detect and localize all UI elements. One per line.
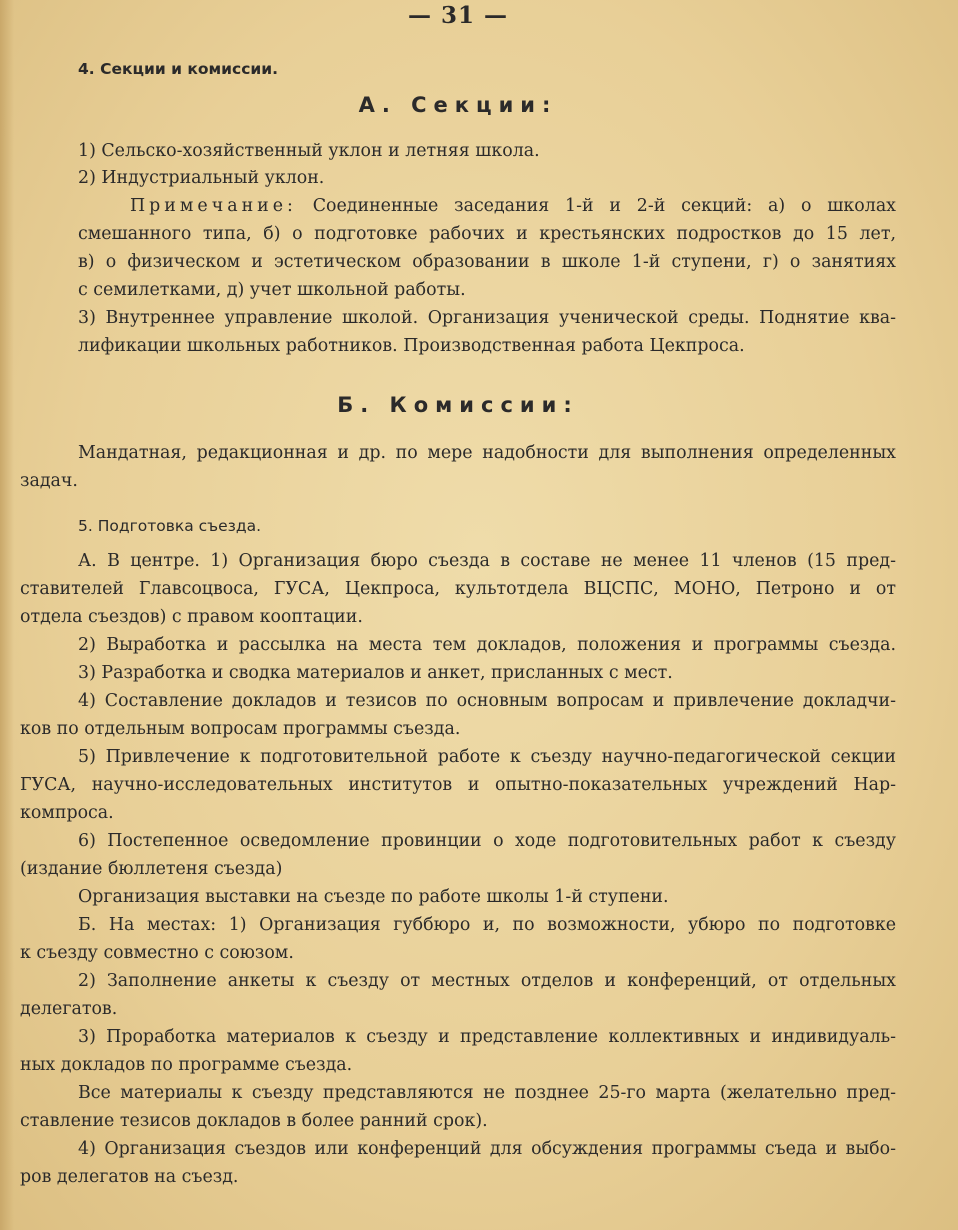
section-5-line: к съезду совместно с союзом.: [20, 943, 294, 963]
section-5-line: ГУСА, научно-исследовательных институтов и опытно-показательных учреждений Нар-: [20, 775, 896, 795]
section-4-heading: 4. Секции и комиссии.: [78, 60, 279, 78]
section-5-line: 3) Разработка и сводка материалов и анкет, присланных с мест.: [78, 663, 673, 683]
note-line-1: [78, 193, 896, 219]
page-number: — 31 —: [407, 2, 509, 29]
section-5-line: отдела съездов) с правом кооптации.: [20, 607, 363, 627]
note-label: Примечание:: [130, 196, 297, 216]
section-5-line: 6) Постепенное осведомление провинции о ходе подготовительных работ к съезду: [78, 831, 896, 851]
note-line-3: в) о физическом и эстетическом образовании в школе 1-й ступени, г) о занятиях: [78, 252, 896, 272]
part-a-item-2: 2) Индустриальный уклон.: [78, 168, 325, 188]
section-5-line: 4) Организация съездов или конференций для обсуждения программы съеда и выбо-: [78, 1139, 896, 1159]
section-5-line: делегатов.: [20, 999, 118, 1019]
section-5-line: ставителей Главсоцвоса, ГУСА, Цекпроса, культотдела ВЦСПС, МОНО, Петроно и от: [20, 579, 896, 599]
part-b-title: Б. Комиссии:: [337, 393, 579, 417]
section-5-line: ков по отдельным вопросам программы съезда.: [20, 719, 461, 739]
note-text-1: Соединенные заседания 1-й и 2-й секций: а) о школах: [312, 196, 896, 216]
section-5-line: 2) Выработка и рассылка на места тем докладов, положения и программы съезда.: [78, 635, 896, 655]
part-b-line-1: Мандатная, редакционная и др. по мере надобности для выполнения определенных: [78, 443, 896, 463]
note-line-2: смешанного типа, б) о подготовке рабочих и крестьянских подростков до 15 лет,: [78, 224, 896, 244]
section-5-line: ров делегатов на съезд.: [20, 1167, 239, 1187]
section-5-line: А. В центре. 1) Организация бюро съезда в составе не менее 11 членов (15 пред-: [78, 551, 896, 571]
part-a-item-3-line-2: лификации школьных работников. Производственная работа Цекпроса.: [78, 336, 745, 356]
section-5-heading: 5. Подготовка съезда.: [78, 517, 262, 535]
page-edge-shadow: [0, 0, 14, 1230]
section-5-line: ных докладов по программе съезда.: [20, 1055, 353, 1075]
part-a-title: А. Секции:: [358, 93, 558, 117]
section-5-line: Организация выставки на съезде по работе школы 1-й ступени.: [78, 887, 669, 907]
section-5-line: Все материалы к съезду представляются не позднее 25-го марта (желательно пред-: [78, 1083, 896, 1103]
section-5-line: (издание бюллетеня съезда): [20, 859, 283, 879]
section-5-line: Б. На местах: 1) Организация губбюро и, по возможности, убюро по подготовке: [78, 915, 896, 935]
section-5-line: 3) Проработка материалов к съезду и представление коллективных и индивидуаль-: [78, 1027, 896, 1047]
section-5-line: ставление тезисов докладов в более ранний срок).: [20, 1111, 488, 1131]
part-a-item-3-line-1: 3) Внутреннее управление школой. Организация ученической среды. Поднятие ква-: [78, 308, 896, 328]
section-5-line: 5) Привлечение к подготовительной работе к съезду научно-педагогической секции: [78, 747, 896, 767]
part-b-line-2: задач.: [20, 471, 78, 491]
section-5-line: 4) Составление докладов и тезисов по основным вопросам и привлечение докладчи-: [78, 691, 896, 711]
note-line-4: с семилетками, д) учет школьной работы.: [78, 280, 466, 300]
section-5-line: компроса.: [20, 803, 114, 823]
part-a-item-1: 1) Сельско-хозяйственный уклон и летняя школа.: [78, 141, 540, 161]
section-5-line: 2) Заполнение анкеты к съезду от местных отделов и конференций, от отдельных: [78, 971, 896, 991]
